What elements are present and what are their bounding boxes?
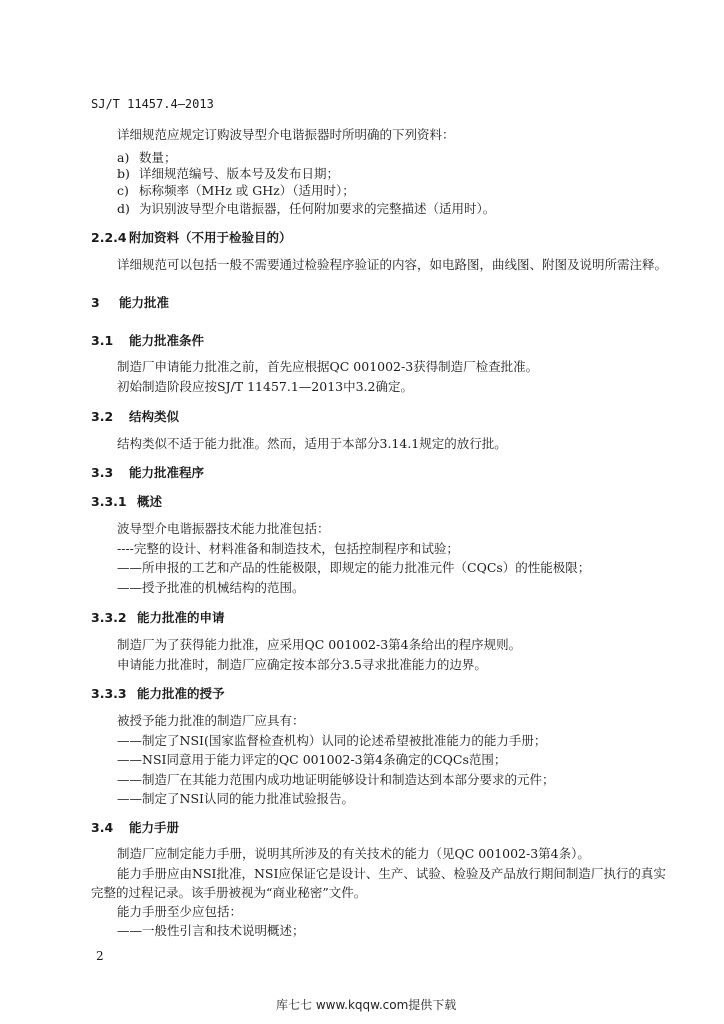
paragraph-line: 初始制造阶段应按SJ/T 11457.1—2013中3.2确定。 [117,379,413,394]
paragraph-line: 制造厂为了获得能力批准，应采用QC 001002-3第4条给出的程序规则。 [117,637,522,652]
paragraph-line: ——授予批准的机械结构的范围。 [117,580,305,595]
paragraph-line: ——制定了NSI(国家监督检查机构）认同的论述希望被批准能力的能力手册； [117,733,547,748]
paragraph-line: 制造厂申请能力批准之前，首先应根据QC 001002-3获得制造厂检查批准。 [117,359,539,374]
section-number: 3.1 [91,333,114,348]
paragraph-line: ——NSI同意用于能力评定的QC 001002-3第4条确定的CQCs范围； [117,752,507,767]
list-item [117,166,339,182]
section-heading [91,820,179,836]
section-number: 2.2.4 [91,230,127,245]
section-number: 3 [91,295,100,310]
paragraph-line: 申请能力批准时，制造厂应确定按本部分3.5寻求批准能力的边界。 [117,657,487,672]
paragraph-line: 被授予能力批准的制造厂应具有： [117,713,305,728]
list-marker: d) [117,201,130,216]
paragraph-line: ——所申报的工艺和产品的性能极限，即规定的能力批准元件（CQCs）的性能极限； [117,560,591,575]
list-marker: c) [117,183,129,198]
list-item-text: 为识别波导型介电谐振器，任何附加要求的完整描述（适用时）。 [139,201,496,216]
section-number: 3.3 [91,465,114,480]
list-item [117,201,495,217]
paragraph-line: ——制造厂在其能力范围内成功地证明能够设计和制造达到本部分要求的元件； [117,772,555,787]
section-heading [91,409,179,425]
list-item-text: 数量； [139,150,177,165]
section-number: 3.4 [91,820,114,835]
section-title: 能力批准条件 [129,333,205,348]
list-marker: a) [117,150,130,165]
section-title: 能力批准程序 [129,465,205,480]
section-title: 结构类似 [129,409,180,424]
section-title: 能力批准 [119,295,170,310]
paragraph-line: 制造厂应制定能力手册，说明其所涉及的有关技术的能力（见QC 001002-3第4条）。 [117,846,590,861]
paragraph-line: 波导型介电谐振器技术能力批准包括： [117,521,330,536]
section-heading [91,295,169,311]
section-heading [91,230,292,246]
page-number: 2 [96,949,104,963]
list-item-text: 详细规范编号、版本号及发布日期； [139,166,340,181]
document-id: SJ/T 11457.4—2013 [91,97,214,111]
section-heading [91,465,204,481]
list-item [117,150,177,166]
section-number: 3.3.3 [91,686,127,701]
paragraph-line: 完整的过程记录。该手册被视为“商业秘密”文件。 [91,885,367,900]
paragraph: 结构类似不适于能力批准。然而，适用于本部分3.14.1规定的放行批。 [117,436,507,451]
section-title: 概述 [137,494,163,509]
section-title: 能力批准的申请 [137,610,225,625]
section-title: 附加资料（不用于检验目的） [129,230,292,245]
section-heading [91,333,204,349]
section-heading [91,494,162,510]
section-title: 能力手册 [129,820,180,835]
paragraph-line: 能力手册至少应包括： [117,904,243,919]
paragraph-line: ----完整的设计、材料准备和制造技术，包括控制程序和试验； [117,541,459,556]
download-source-link[interactable]: 库七七 www.kqqw.com提供下载 [276,998,457,1012]
paragraph-line: ——一般性引言和技术说明概述； [117,923,305,938]
section-number: 3.3.1 [91,494,127,509]
list-item [117,183,355,199]
section-number: 3.3.2 [91,610,127,625]
paragraph-line: ——制定了NSI认同的能力批准试验报告。 [117,791,354,806]
section-heading [91,686,225,702]
list-item-text: 标称频率（MHz 或 GHz）（适用时）； [139,183,355,198]
paragraph-line: 能力手册应由NSI批准，NSI应保证它是设计、生产、试验、检验及产品放行期间制造厂执行的真实 [117,866,666,881]
paragraph: 详细规范可以包括一般不需要通过检验程序验证的内容，如电路图，曲线图、附图及说明所需注释。 [117,257,668,272]
section-heading [91,610,225,626]
list-marker: b) [117,166,130,181]
section-title: 能力批准的授予 [137,686,225,701]
intro-lead: 详细规范应规定订购波导型介电谐振器时所明确的下列资料： [117,127,455,142]
section-number: 3.2 [91,409,114,424]
